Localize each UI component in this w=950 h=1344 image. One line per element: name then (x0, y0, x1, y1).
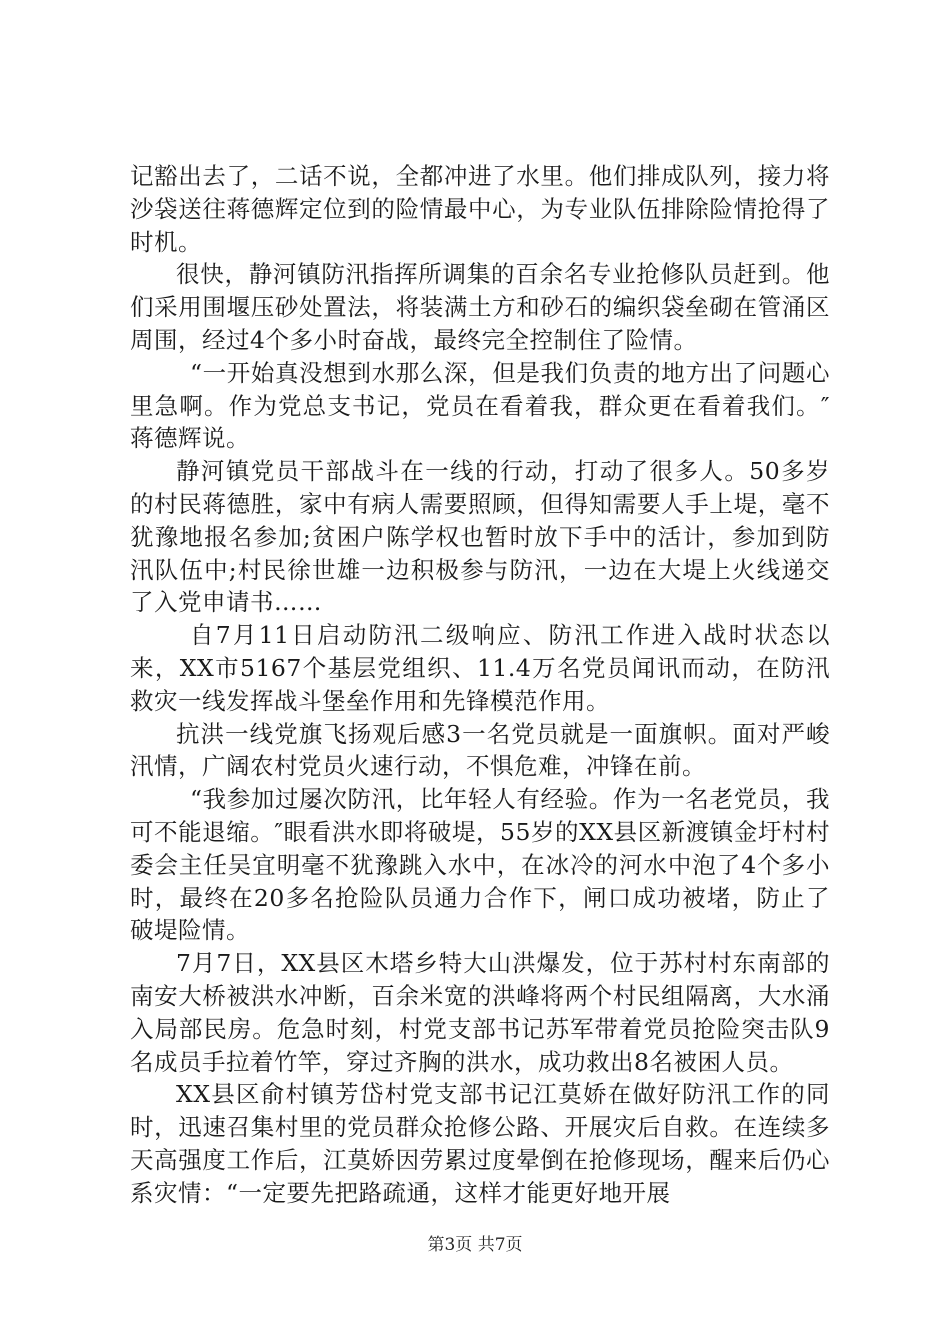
paragraph-5: 自7月11日启动防汛二级响应、防汛工作进入战时状态以来，XX市5167个基层党组织、11.4万名党员闻讯而动，在防汛救灾一线发挥战斗堡垒作用和先锋模范作用。 (130, 621, 830, 715)
paragraph-8: 7月7日，XX县区木塔乡特大山洪爆发，位于苏村村东南部的南安大桥被洪水冲断，百余米宽的洪峰将两个村民组隔离，大水涌入局部民房。危急时刻，村党支部书记苏军带着党员抢险突击队9名成员手拉着竹竿，穿过齐胸的洪水，成功救出8名被困人员。 (130, 949, 830, 1076)
paragraph-6: 抗洪一线党旗飞扬观后感3一名党员就是一面旗帜。面对严峻汛情，广阔农村党员火速行动，不惧危难，冲锋在前。 (130, 719, 830, 781)
paragraph-2: 很快，静河镇防汛指挥所调集的百余名专业抢修队员赶到。他们采用围堰压砂处置法，将装满土方和砂石的编织袋垒砌在管涌区周围，经过4个多小时奋战，最终完全控制住了险情。 (130, 260, 830, 354)
paragraph-1: 记豁出去了，二话不说，全都冲进了水里。他们排成队列，接力将沙袋送往蒋德辉定位到的险情最中心，为专业队伍排除险情抢得了时机。 (130, 162, 830, 256)
paragraph-9: XX县区俞村镇芳岱村党支部书记江莫娇在做好防汛工作的同时，迅速召集村里的党员群众抢修公路、开展灾后自救。在连续多天高强度工作后，江莫娇因劳累过度晕倒在抢修现场，醒来后仍心系灾情：“一定要先把路疏通，这样才能更好地开展 (130, 1080, 830, 1207)
paragraph-3: “一开始真没想到水那么深，但是我们负责的地方出了问题心里急啊。作为党总支书记，党员在看着我，群众更在看着我们。″蒋德辉说。 (130, 358, 830, 453)
paragraph-4: 静河镇党员干部战斗在一线的行动，打动了很多人。50多岁的村民蒋德胜，家中有病人需要照顾，但得知需要人手上堤，毫不犹豫地报名参加;贫困户陈学权也暂时放下手中的活计，参加到防汛队伍中;村民徐世雄一边积极参与防汛，一边在大堤上火线递交了入党申请书…… (130, 457, 830, 617)
paragraph-7: “我参加过屡次防汛，比年轻人有经验。作为一名老党员，我可不能退缩。″眼看洪水即将破堤，55岁的XX县区新渡镇金圩村村委会主任吴宜明毫不犹豫跳入水中，在冰冷的河水中泡了4个多小时，最终在20多名抢险队员通力合作下，闸口成功被堵，防止了破堤险情。 (130, 785, 830, 945)
article-body (130, 160, 830, 1210)
page-number-footer: 第3页 共7页 (427, 1235, 523, 1255)
